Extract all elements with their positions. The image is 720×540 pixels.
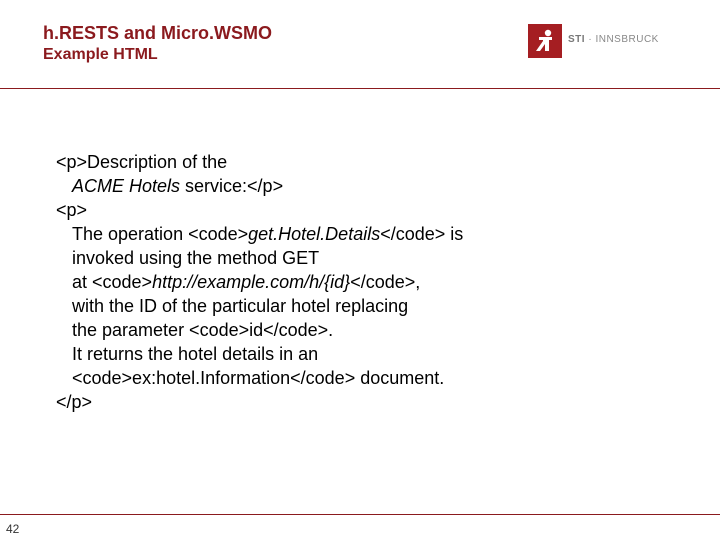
code-line-1	[56, 150, 676, 174]
slide-title: h.RESTS and Micro.WSMO	[43, 23, 273, 43]
code-text: service:</p>	[180, 176, 284, 196]
code-text: <p>	[56, 200, 88, 220]
code-line-5	[56, 246, 676, 270]
code-text: the parameter <code>id</code>.	[72, 320, 334, 340]
code-emphasis: get.Hotel.Details	[248, 224, 381, 244]
logo-sti-text: STI	[568, 34, 586, 45]
code-text: It returns the hotel details in an	[72, 344, 319, 364]
slide-header	[0, 0, 720, 88]
slide-subtitle: Example HTML	[43, 46, 158, 63]
footer-divider	[0, 514, 720, 515]
code-line-9	[56, 342, 676, 366]
code-text: <code>ex:hotel.Information</code> document.	[72, 368, 445, 388]
logo-wordmark	[568, 34, 659, 45]
code-emphasis: ACME Hotels	[72, 176, 181, 196]
code-text: with the ID of the particular hotel replacing	[72, 296, 409, 316]
page-number: 42	[6, 522, 20, 536]
code-line-3	[56, 198, 676, 222]
code-line-10	[56, 366, 676, 390]
code-line-6	[56, 270, 676, 294]
code-text: </code> is	[380, 224, 464, 244]
logo-separator: ·	[585, 34, 596, 45]
code-text: <p>Description of the	[56, 152, 228, 172]
sti-logo-icon	[528, 24, 562, 58]
code-line-4	[56, 222, 676, 246]
sti-innsbruck-logo	[528, 24, 678, 60]
code-example	[56, 150, 676, 414]
logo-innsbruck-text: INNSBRUCK	[595, 34, 659, 45]
code-text: </p>	[56, 392, 93, 412]
code-line-7	[56, 294, 676, 318]
header-divider	[0, 88, 720, 89]
code-emphasis: http://example.com/h/{id}	[152, 272, 351, 292]
code-text: at <code>	[72, 272, 153, 292]
code-text: invoked using the method GET	[72, 248, 320, 268]
code-line-8	[56, 318, 676, 342]
code-line-2	[56, 174, 676, 198]
code-text: </code>,	[350, 272, 421, 292]
code-line-11	[56, 390, 676, 414]
code-text: The operation <code>	[72, 224, 249, 244]
